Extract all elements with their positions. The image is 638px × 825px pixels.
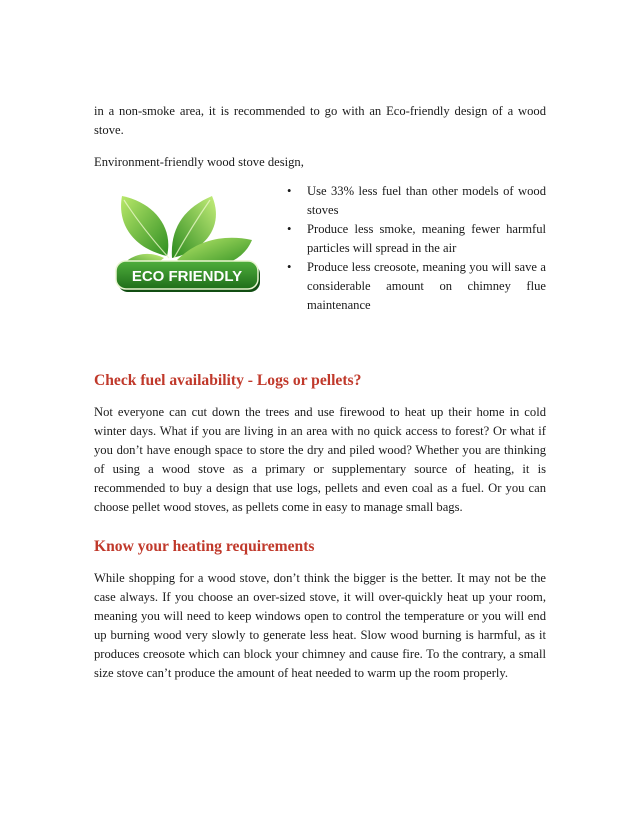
list-item: • Produce less creosote, meaning you will save a considerable amount on chimney flue maintenance: [287, 260, 546, 312]
list-item: • Produce less smoke, meaning fewer harmful particles will spread in the air: [287, 222, 546, 255]
list-item: • Use 33% less fuel than other models of wood stoves: [287, 184, 546, 217]
eco-friendly-logo: [112, 188, 262, 304]
leaves-icon: [120, 196, 252, 270]
heating-paragraph: While shopping for a wood stove, don’t think the bigger is the better. It may not be the case always. If you choose an over-sized stove, it will over-quickly heat up your room, meaning you will need to keep windows open to control the temperature or you will end up burning wood very slowly to generate less heat. Slow wood burning is harmful, as it produces creosote which can block your chimney and cause fire. To the contrary, a small size stove can’t produce the amount of heat needed to warm up the room properly.: [94, 571, 546, 680]
benefits-list: [286, 182, 546, 315]
design-intro-line: Environment-friendly wood stove design,: [94, 155, 304, 169]
benefit-text: Use 33% less fuel than other models of wood stoves: [307, 184, 546, 217]
section-heading-fuel: Check fuel availability - Logs or pellets?: [94, 372, 362, 389]
intro-paragraph: in a non-smoke area, it is recommended to go with an Eco-friendly design of a wood stove.: [94, 104, 546, 137]
section-heading-heating: Know your heating requirements: [94, 538, 315, 555]
fuel-paragraph: Not everyone can cut down the trees and use firewood to heat up their home in cold winter days. What if you are living in an area with no quick access to forest? Or what if you don’t have enough space to store the dry and piled wood? Whether you are thinking of using a wood stove as a primary or supplementary source of heating, it is recommended to buy a design that use logs, pellets and even coal as a fuel. Or you can choose pellet wood stoves, as pellets come in easy to manage small bags.: [94, 405, 546, 514]
benefit-text: Produce less smoke, meaning fewer harmful particles will spread in the air: [307, 222, 546, 255]
badge-text: ECO FRIENDLY: [131, 268, 243, 285]
benefit-text: Produce less creosote, meaning you will save a considerable amount on chimney flue maintenance: [307, 260, 546, 312]
